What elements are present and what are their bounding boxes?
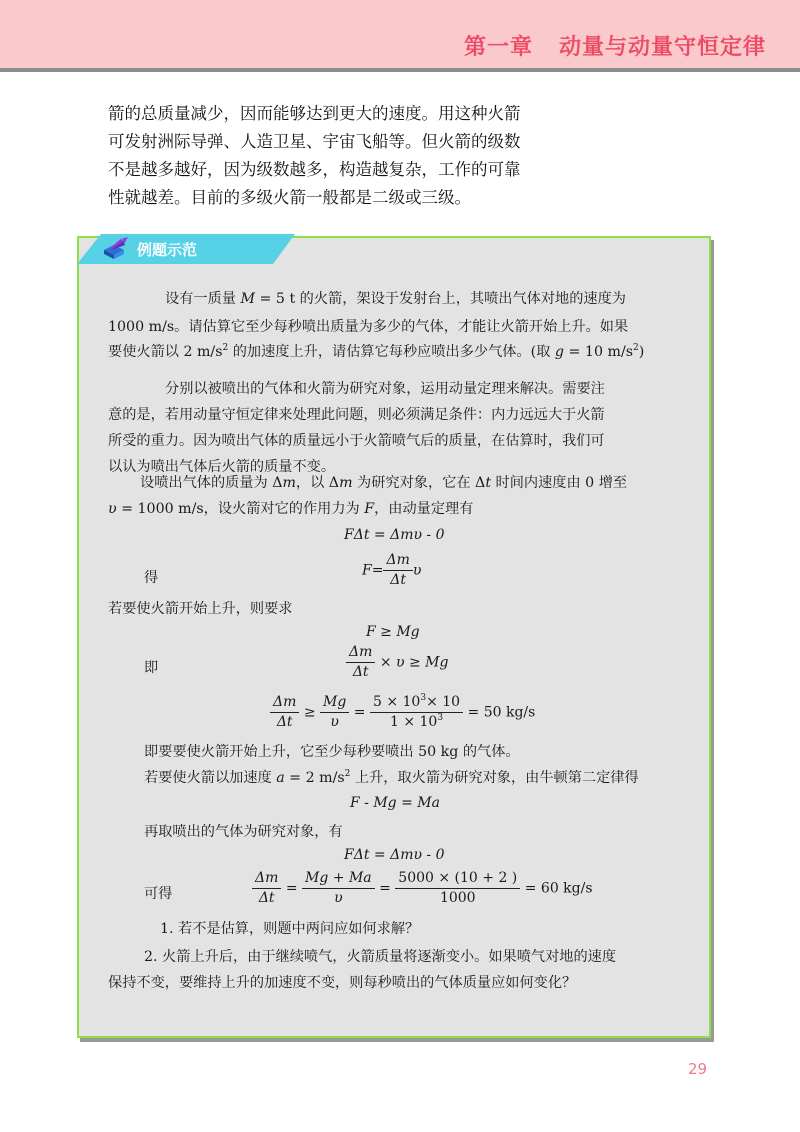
text-run: = 2 m/s	[284, 770, 345, 786]
text-run: ，由动量定理有	[374, 501, 474, 517]
equals-sign: =	[379, 880, 391, 897]
header-shadow	[0, 68, 800, 72]
equation-momentum-1: FΔt = Δmυ - 0	[344, 527, 445, 543]
text-run: ，以 Δ	[295, 475, 340, 491]
text-run: = 10 m/s	[564, 344, 633, 360]
chapter-number: 第一章	[463, 35, 533, 60]
numerator: Mg	[320, 694, 349, 713]
numerator: Δm	[270, 694, 299, 713]
eq-rhs: υ	[412, 562, 422, 579]
text-run: 上升，取火箭为研究对象，由牛顿第二定律得	[350, 770, 639, 786]
var-g: g	[554, 344, 565, 360]
text-run: 设有一质量	[165, 291, 236, 307]
equation-newton: F - Mg = Ma	[350, 795, 440, 811]
exponent: 3	[420, 693, 427, 703]
analysis-line-3: 所受的重力。因为喷出气体的质量远小于火箭喷气后的质量，在估算时，我们可	[108, 433, 605, 449]
var-t: t	[485, 475, 492, 491]
fraction	[370, 694, 463, 731]
geq-sign: ≥	[303, 704, 316, 721]
problem-line-2: 1000 m/s。请估算它至少每秒喷出质量为多少的气体，才能让火箭开始上升。如果	[108, 319, 629, 335]
denominator: Δt	[276, 714, 293, 730]
equation-condition: F ≥ Mg	[366, 624, 420, 640]
text-run: 要使火箭以 2 m/s	[108, 344, 223, 360]
eq-lhs: F=	[362, 562, 384, 579]
equation-force	[362, 552, 421, 589]
numerator: Δm	[383, 552, 412, 571]
chapter-heading	[464, 30, 766, 61]
solution-line-3	[144, 767, 639, 787]
text-run: = 1000 m/s，设火箭对它的作用力为	[116, 501, 365, 517]
fraction	[270, 694, 299, 731]
label-kede: 可得	[144, 886, 173, 902]
exponent: 2	[633, 343, 639, 353]
result: = 60 kg/s	[524, 880, 593, 897]
numerator	[370, 694, 463, 713]
var-m: m	[282, 475, 296, 491]
label-de: 得	[144, 570, 159, 586]
text-run: 1 × 10	[389, 714, 438, 730]
example-title: 例题示范	[137, 241, 198, 259]
numerator: Δm	[346, 644, 375, 663]
equation-accel-rate	[252, 870, 593, 907]
question-2-line-1: 2. 火箭上升后，由于继续喷气，火箭质量将逐渐变小。如果喷气对地的速度	[144, 949, 617, 965]
arrow-cube-icon	[102, 236, 130, 264]
chapter-title: 动量与动量守恒定律	[558, 35, 766, 60]
page-number: 29	[688, 1060, 708, 1078]
eq-rhs: × υ ≥ Mg	[379, 654, 449, 671]
question-2-line-2: 保持不变，要维持上升的加速度不变，则每秒喷出的气体质量应如何变化？	[108, 975, 577, 991]
equation-momentum-2: FΔt = Δmυ - 0	[344, 847, 445, 863]
analysis-line-1: 分别以被喷出的气体和火箭为研究对象，运用动量定理来解决。需要注	[165, 381, 605, 397]
fraction	[320, 694, 349, 731]
fraction	[252, 870, 281, 907]
denominator: 1000	[439, 890, 476, 906]
label-ji: 即	[144, 660, 159, 676]
condition-text: 若要使火箭开始上升，则要求	[108, 601, 293, 617]
intro-line: 不是越多越好，因为级数越多，构造越复杂，工作的可靠	[108, 160, 521, 179]
fraction	[346, 644, 375, 681]
intro-line: 可发射洲际导弹、人造卫星、宇宙飞船等。但火箭的级数	[108, 132, 521, 151]
text-run: 设喷出气体的质量为 Δ	[140, 475, 283, 491]
denominator: υ	[334, 890, 343, 906]
denominator: Δt	[390, 572, 407, 588]
exponent: 3	[437, 713, 444, 723]
equals-sign: =	[353, 704, 366, 721]
numerator: Mg + Ma	[302, 870, 375, 889]
result: = 50 kg/s	[467, 704, 536, 721]
fraction	[395, 870, 520, 907]
denominator: Δt	[352, 664, 369, 680]
equation-min-rate	[270, 694, 535, 731]
solution-line-4: 再取喷出的气体为研究对象，有	[144, 824, 343, 840]
analysis-line-2: 意的是，若用动量守恒定律来处理此问题，则必须满足条件：内力远远大于火箭	[108, 407, 605, 423]
equation-inequality	[346, 644, 448, 681]
fraction	[302, 870, 375, 907]
var-a: a	[276, 770, 285, 786]
exponent: 2	[222, 343, 229, 353]
var-m: m	[339, 475, 353, 491]
text-run: 为研究对象，它在 Δ	[352, 475, 486, 491]
text-run: 5 × 10	[372, 694, 421, 710]
text-run: = 5 t 的火箭，架设于发射台上，其喷出气体对地的速度为	[255, 291, 626, 307]
text-run: 时间内速度由 0 增至	[491, 475, 628, 491]
intro-paragraph	[108, 100, 528, 212]
denominator: Δt	[258, 890, 275, 906]
solution-line-2	[108, 498, 473, 518]
equals-sign: =	[285, 880, 298, 897]
intro-line: 性就越差。目前的多级火箭一般都是二级或三级。	[108, 188, 471, 207]
var-v: υ	[108, 501, 117, 517]
var-M: M	[240, 291, 255, 307]
exponent: 2	[344, 769, 351, 779]
text-run: 的加速度上升，请估算它每秒应喷出多少气体。(取	[228, 344, 555, 360]
numerator: Δm	[252, 870, 281, 889]
denominator: υ	[330, 714, 339, 730]
var-F: F	[364, 501, 375, 517]
fraction	[383, 552, 412, 589]
text-run: )	[638, 344, 645, 360]
text-run: × 10	[426, 694, 461, 710]
solution-line-1	[140, 472, 627, 492]
numerator: 5000 × (10 + 2 )	[395, 870, 520, 889]
problem-line-3	[108, 341, 644, 361]
denominator	[370, 713, 463, 731]
problem-line-1	[165, 288, 626, 308]
text-run: 若要使火箭以加速度	[144, 770, 277, 786]
analysis-line-4: 以认为喷出气体后火箭的质量不变。	[108, 459, 336, 475]
answer-1: 即要要使火箭开始上升，它至少每秒要喷出 50 kg 的气体。	[144, 744, 520, 760]
question-1: 1. 若不是估算，则题中两问应如何求解？	[160, 921, 420, 937]
intro-line: 箭的总质量减少，因而能够达到更大的速度。用这种火箭	[108, 104, 521, 123]
